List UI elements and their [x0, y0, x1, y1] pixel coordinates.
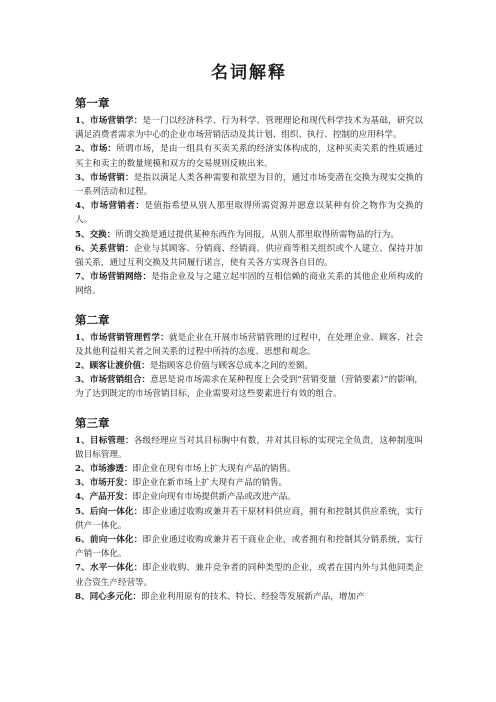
chapter-heading: 第二章: [75, 312, 110, 327]
definition-entry: [75, 434, 423, 462]
entry-definition: 即企业向现有市场提供新产品或改进产品。: [132, 492, 296, 503]
entry-term: 4、产品开发：: [75, 492, 133, 503]
entry-definition: 所谓市场，是由一组具有买卖关系的经济实体构成的，这种买卖关系的性质通过买主和卖主的数量规模和双方的交易规则反映出来。: [75, 144, 423, 169]
entry-term: 3、市场营销：: [75, 172, 134, 183]
definition-entry: [75, 476, 423, 490]
entry-definition: 即企业利用原有的技术、特长、经验等发展新产品，增加产: [141, 591, 365, 602]
entry-term: 6、关系营销：: [75, 243, 134, 254]
entry-term: 2、市场：: [75, 144, 117, 155]
definition-entry: [75, 331, 423, 359]
definition-entry: [75, 142, 423, 170]
definition-entry: [75, 114, 423, 142]
document-page: [75, 62, 423, 604]
entry-term: 1、目标管理：: [75, 435, 134, 446]
definition-entry: [75, 199, 423, 227]
entry-term: 7、水平一体化：: [75, 563, 143, 574]
entry-definition: 即企业通过收购或兼并若干原材料供应商，拥有和控制其供应系统，实行供产一体化。: [75, 506, 423, 531]
definition-entry: [75, 373, 423, 401]
definition-entry: [75, 590, 423, 604]
chapter-2: [75, 312, 423, 402]
definition-entry: [75, 171, 423, 199]
entry-definition: 各级经理应当对其目标胸中有数，并对其目标的实现完全负责，这种制度叫做目标管理。: [75, 435, 423, 460]
entry-term: 5、交换：: [75, 229, 116, 240]
chapter-1: [75, 95, 423, 299]
definition-entry: [75, 242, 423, 270]
entry-term: 4、市场营销者：: [75, 201, 145, 212]
entry-definition: 即企业在新市场上扩大现有产品的销售。: [132, 478, 288, 489]
entry-definition: 即企业收购、兼并竞争者的同种类型的企业，或者在国内外与其他同类企业合资生产经营等。: [75, 563, 423, 588]
document-title: 名词解释: [211, 63, 287, 83]
entry-definition: 是一门以经济科学、行为科学、管理理论和现代科学技术为基础，研究以满足消费者需求为中心的企业市场营销活动及其计划、组织、执行、控制的应用科学。: [75, 116, 423, 141]
entry-term: 3、市场营销组合：: [75, 375, 151, 386]
definition-entry: [75, 359, 423, 373]
entry-term: 1、市场营销学：: [75, 116, 143, 126]
chapter-heading: 第三章: [75, 415, 110, 430]
entry-definition: 是指企业及与之建立起牢固的互相信赖的商业关系的其他企业所构成的网络。: [75, 272, 423, 297]
chapter-3: [75, 415, 423, 604]
definition-entry: [75, 270, 423, 298]
definition-entry: [75, 228, 423, 242]
entry-definition: 企业与其顾客、分销商、经销商、供应商等相关组织或个人建立、保持并加强关系，通过互利交换及共同履行诺言，使有关各方实现各自目的。: [75, 243, 423, 269]
entry-term: 2、市场渗透：: [75, 464, 133, 475]
entry-definition: 即企业通过收购或兼并若干商业企业，或者拥有和控制其分销系统，实行产销一体化。: [75, 535, 423, 560]
entry-term: 6、前向一体化：: [75, 535, 143, 546]
definition-entry: [75, 561, 423, 589]
definition-entry: [75, 505, 423, 533]
entry-definition: 是指以满足人类各种需要和欲望为目的，通过市场变潜在交换为现实交换的一系列活动和过程。: [75, 172, 423, 198]
entry-term: 5、后向一体化：: [75, 506, 143, 517]
definition-entry: [75, 462, 423, 476]
entry-term: 7、市场营销网络：: [75, 272, 152, 283]
entry-term: 2、顾客让渡价值：: [75, 361, 150, 372]
entry-definition: 所谓交换是通过提供某种东西作为回报，从别人那里取得所需物品的行为。: [115, 229, 399, 240]
definition-entry: [75, 533, 423, 561]
entry-definition: 意思是说市场需求在某种程度上会受到“营销变量（营销要素）”的影响，为了达到既定的市场营销目标，企业需要对这些要素进行有效的组合。: [75, 375, 423, 400]
definition-entry: [75, 490, 423, 504]
entry-term: 1、市场营销管理哲学：: [75, 332, 169, 343]
entry-definition: 就是企业在开展市场营销管理的过程中，在处理企业、顾客、社会及其他利益相关者之间关系的过程中所持的态度、思想和观念。: [75, 332, 423, 357]
entry-definition: 是指顾客总价值与顾客总成本之间的差额。: [149, 361, 314, 372]
entry-definition: 即企业在现有市场上扩大现有产品的销售。: [132, 464, 296, 475]
chapter-heading: 第一章: [75, 96, 110, 110]
entry-term: 8、同心多元化：: [75, 591, 142, 602]
entry-definition: 是值指希望从别人那里取得所需资源并愿意以某种有价之物作为交换的人。: [75, 201, 423, 226]
entry-term: 3、市场开发：: [75, 478, 133, 489]
